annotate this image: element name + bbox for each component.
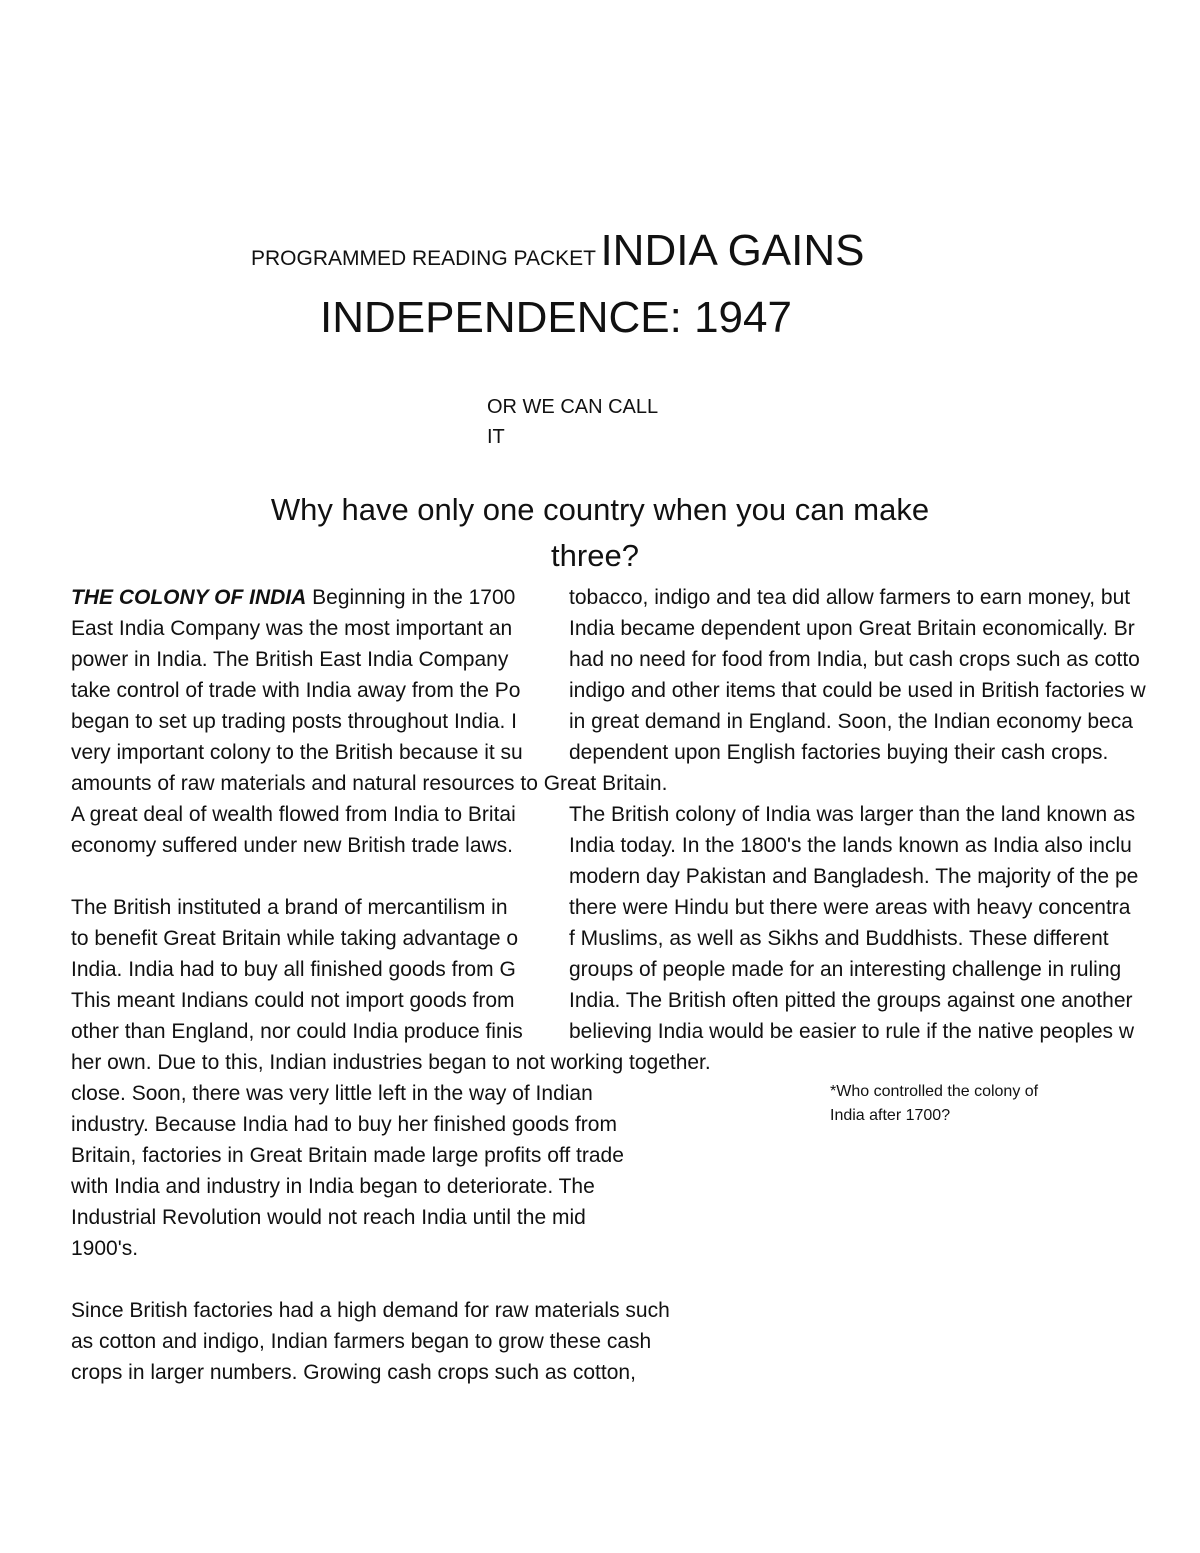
left-line-3: take control of trade with India away from the Po bbox=[71, 679, 521, 702]
lower-line-3: with India and industry in India began to deteriorate. The bbox=[71, 1175, 595, 1198]
right-line-12: groups of people made for an interesting challenge in ruling bbox=[569, 958, 1122, 981]
right-line-11: f Muslims, as well as Sikhs and Buddhists. These different bbox=[569, 927, 1109, 950]
question-line-1: Why have only one country when you can make bbox=[270, 492, 930, 527]
lower-line-1: industry. Because India had to buy her finished goods from bbox=[71, 1113, 617, 1136]
left-line-8: economy suffered under new British trade laws. bbox=[71, 834, 514, 857]
right-line-10: there were Hindu but there were areas with heavy concentra bbox=[569, 896, 1131, 919]
right-line-2: had no need for food from India, but cash crops such as cotto bbox=[569, 648, 1140, 671]
lower-line-5: 1900's. bbox=[71, 1237, 139, 1260]
page-title bbox=[251, 226, 865, 286]
right-line-4: in great demand in England. Soon, the Indian economy beca bbox=[569, 710, 1133, 733]
packet-label: PROGRAMMED READING PACKET bbox=[251, 247, 596, 270]
right-line-5: dependent upon English factories buying their cash crops. bbox=[569, 741, 1109, 764]
side-question-line-1: *Who controlled the colony of bbox=[830, 1083, 1039, 1100]
lower-line-2: Britain, factories in Great Britain made large profits off trade bbox=[71, 1144, 624, 1167]
left-line-0 bbox=[71, 582, 567, 613]
lower-line-7: Since British factories had a high demand for raw materials such bbox=[71, 1299, 670, 1322]
right-line-13: India. The British often pitted the groups against one another bbox=[569, 989, 1133, 1012]
left-line-13: This meant Indians could not import goods from bbox=[71, 989, 515, 1012]
section-heading: THE COLONY OF INDIA bbox=[71, 586, 307, 609]
left-line-0-rest: Beginning in the 1700 bbox=[306, 586, 516, 609]
right-line-14: believing India would be easier to rule if the native peoples w bbox=[569, 1020, 1135, 1043]
lower-line-4: Industrial Revolution would not reach India until the mid bbox=[71, 1206, 586, 1229]
left-line-10: The British instituted a brand of mercantilism in bbox=[71, 896, 508, 919]
title-line-2: INDEPENDENCE: 1947 bbox=[320, 293, 792, 342]
left-line-7: A great deal of wealth flowed from India to Britai bbox=[71, 803, 516, 826]
right-line-9: modern day Pakistan and Bangladesh. The majority of the pe bbox=[569, 865, 1139, 888]
title-line-1: INDIA GAINS bbox=[600, 226, 865, 275]
lower-line-9: crops in larger numbers. Growing cash crops such as cotton, bbox=[71, 1361, 636, 1384]
question-line-2: three? bbox=[551, 538, 639, 573]
side-question bbox=[830, 1080, 1038, 1128]
alt-title-line-2: IT bbox=[487, 426, 505, 448]
side-question-line-2: India after 1700? bbox=[830, 1107, 951, 1124]
alt-title-line-1: OR WE CAN CALL bbox=[487, 396, 659, 418]
right-line-3: indigo and other items that could be used in British factories w bbox=[569, 679, 1146, 702]
left-line-2: power in India. The British East India Company bbox=[71, 648, 509, 671]
right-line-8: India today. In the 1800's the lands known as India also inclu bbox=[569, 834, 1132, 857]
left-line-15: her own. Due to this, Indian industries began to not working together. bbox=[71, 1051, 711, 1074]
right-line-1: India became dependent upon Great Britain economically. Br bbox=[569, 617, 1135, 640]
left-line-5: very important colony to the British because it su bbox=[71, 741, 523, 764]
left-line-1: East India Company was the most important an bbox=[71, 617, 513, 640]
left-line-14: other than England, nor could India produce finis bbox=[71, 1020, 523, 1043]
right-line-0: tobacco, indigo and tea did allow farmers to earn money, but bbox=[569, 586, 1131, 609]
right-line-7: The British colony of India was larger than the land known as bbox=[569, 803, 1136, 826]
left-line-12: India. India had to buy all finished goods from G bbox=[71, 958, 516, 981]
left-line-6: amounts of raw materials and natural resources to Great Britain. bbox=[71, 772, 668, 795]
lower-line-8: as cotton and indigo, Indian farmers began to grow these cash bbox=[71, 1330, 652, 1353]
left-line-4: began to set up trading posts throughout India. I bbox=[71, 710, 517, 733]
left-line-11: to benefit Great Britain while taking advantage o bbox=[71, 927, 519, 950]
lower-line-0: close. Soon, there was very little left in the way of Indian bbox=[71, 1082, 593, 1105]
